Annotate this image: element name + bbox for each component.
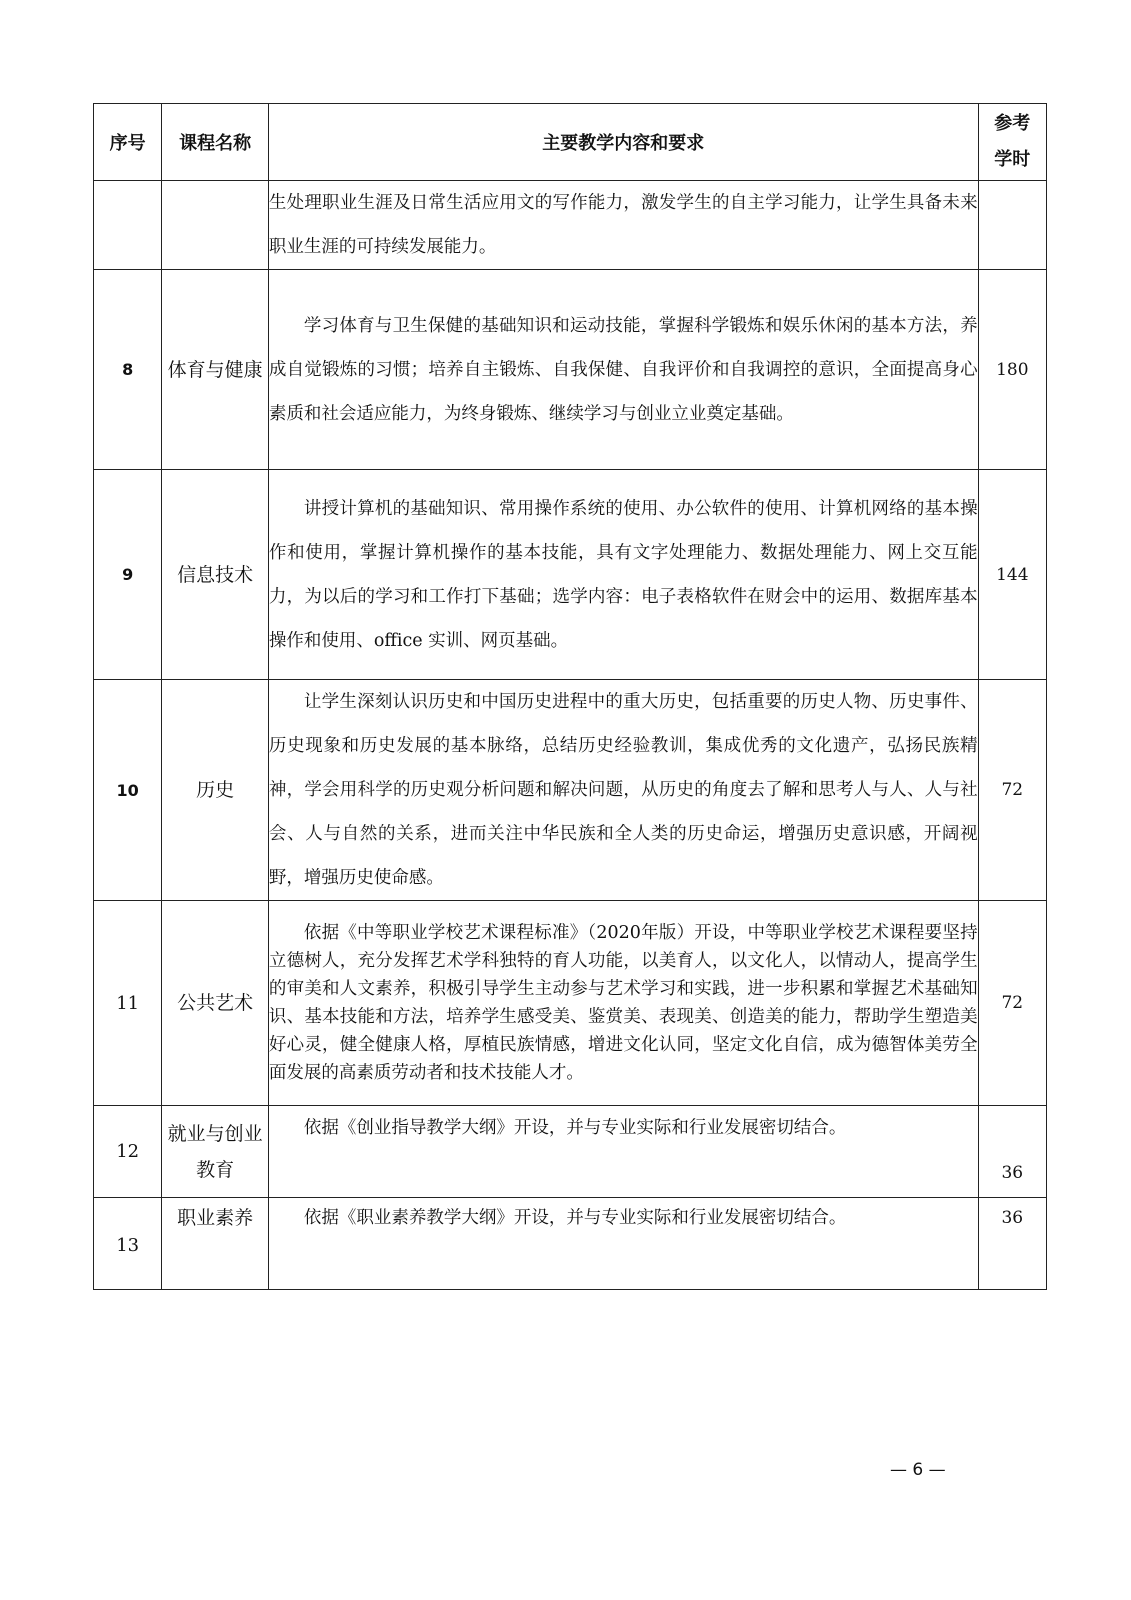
row-name: 信息技术 <box>162 470 269 680</box>
header-content: 主要教学内容和要求 <box>268 104 978 181</box>
table-row <box>94 901 1047 1106</box>
row-content-text: 生处理职业生涯及日常生活应用文的写作能力，激发学生的自主学习能力，让学生具备未来职业生涯的可持续发展能力。 <box>268 193 978 257</box>
row-hours: 144 <box>978 470 1046 680</box>
row-content <box>268 270 978 470</box>
row-no <box>94 181 162 270</box>
table-row <box>94 181 1047 270</box>
row-no: 9 <box>94 470 162 680</box>
row-name: 历史 <box>162 680 269 901</box>
row-content-text: 让学生深刻认识历史和中国历史进程中的重大历史，包括重要的历史人物、历史事件、历史现象和历史发展的基本脉络，总结历史经验教训，集成优秀的文化遗产，弘扬民族精神，学会用科学的历史观分析问题和解决问题，从历史的角度去了解和思考人与人、人与社会、人与自然的关系，进而关注中华民族和全人类的历史命运，增强历史意识感，开阔视野，增强历史使命感。 <box>268 692 978 888</box>
row-hours: 36 <box>978 1198 1046 1290</box>
table-row <box>94 470 1047 680</box>
row-hours: 72 <box>978 901 1046 1106</box>
row-content <box>268 1198 978 1290</box>
row-hours <box>978 181 1046 270</box>
table-row <box>94 1198 1047 1290</box>
header-hours-line1: 参考 <box>994 113 1031 134</box>
row-content-text: 依据《创业指导教学大纲》开设，并与专业实际和行业发展密切结合。 <box>303 1118 847 1138</box>
row-content <box>268 901 978 1106</box>
row-content-text: 讲授计算机的基础知识、常用操作系统的使用、办公软件的使用、计算机网络的基本操作和使用，掌握计算机操作的基本技能，具有文字处理能力、数据处理能力、网上交互能力，为以后的学习和工作打下基础；选学内容：电子表格软件在财会中的运用、数据库基本操作和使用、office 实训、网页基础。 <box>268 498 978 651</box>
row-no: 10 <box>94 680 162 901</box>
table-header-row <box>94 104 1047 181</box>
row-name: 公共艺术 <box>162 901 269 1106</box>
header-hours-line2: 学时 <box>994 149 1031 170</box>
row-hours: 180 <box>978 270 1046 470</box>
row-no: 13 <box>94 1198 162 1290</box>
row-no: 8 <box>94 270 162 470</box>
course-table <box>93 103 1047 1290</box>
table-row <box>94 1106 1047 1198</box>
row-hours: 72 <box>978 680 1046 901</box>
table-row <box>94 270 1047 470</box>
row-content-text: 依据《职业素养教学大纲》开设，并与专业实际和行业发展密切结合。 <box>303 1208 847 1228</box>
row-content-text: 依据《中等职业学校艺术课程标准》（2020年版）开设，中等职业学校艺术课程要坚持立德树人，充分发挥艺术学科独特的育人功能，以美育人，以文化人，以情动人，提高学生的审美和人文素养，积极引导学生主动参与艺术学习和实践，进一步积累和掌握艺术基础知识、基本技能和方法，培养学生感受美、鉴赏美、表现美、创造美的能力，帮助学生塑造美好心灵，健全健康人格，厚植民族情感，增进文化认同，坚定文化自信，成为德智体美劳全面发展的高素质劳动者和技术技能人才。 <box>268 923 978 1083</box>
header-no: 序号 <box>94 104 162 181</box>
row-name: 就业与创业教育 <box>162 1106 269 1198</box>
row-content <box>268 680 978 901</box>
row-content <box>268 181 978 270</box>
page-number: — 6 — <box>890 1460 946 1480</box>
row-name <box>162 181 269 270</box>
row-name: 体育与健康 <box>162 270 269 470</box>
row-content <box>268 1106 978 1198</box>
header-name: 课程名称 <box>162 104 269 181</box>
row-hours: 36 <box>978 1106 1046 1198</box>
row-no: 11 <box>94 901 162 1106</box>
header-hours <box>978 104 1046 181</box>
row-name: 职业素养 <box>162 1198 269 1290</box>
table-row <box>94 680 1047 901</box>
row-content <box>268 470 978 680</box>
row-no: 12 <box>94 1106 162 1198</box>
row-content-text: 学习体育与卫生保健的基础知识和运动技能，掌握科学锻炼和娱乐休闲的基本方法，养成自觉锻炼的习惯；培养自主锻炼、自我保健、自我评价和自我调控的意识，全面提高身心素质和社会适应能力，为终身锻炼、继续学习与创业立业奠定基础。 <box>268 315 978 424</box>
